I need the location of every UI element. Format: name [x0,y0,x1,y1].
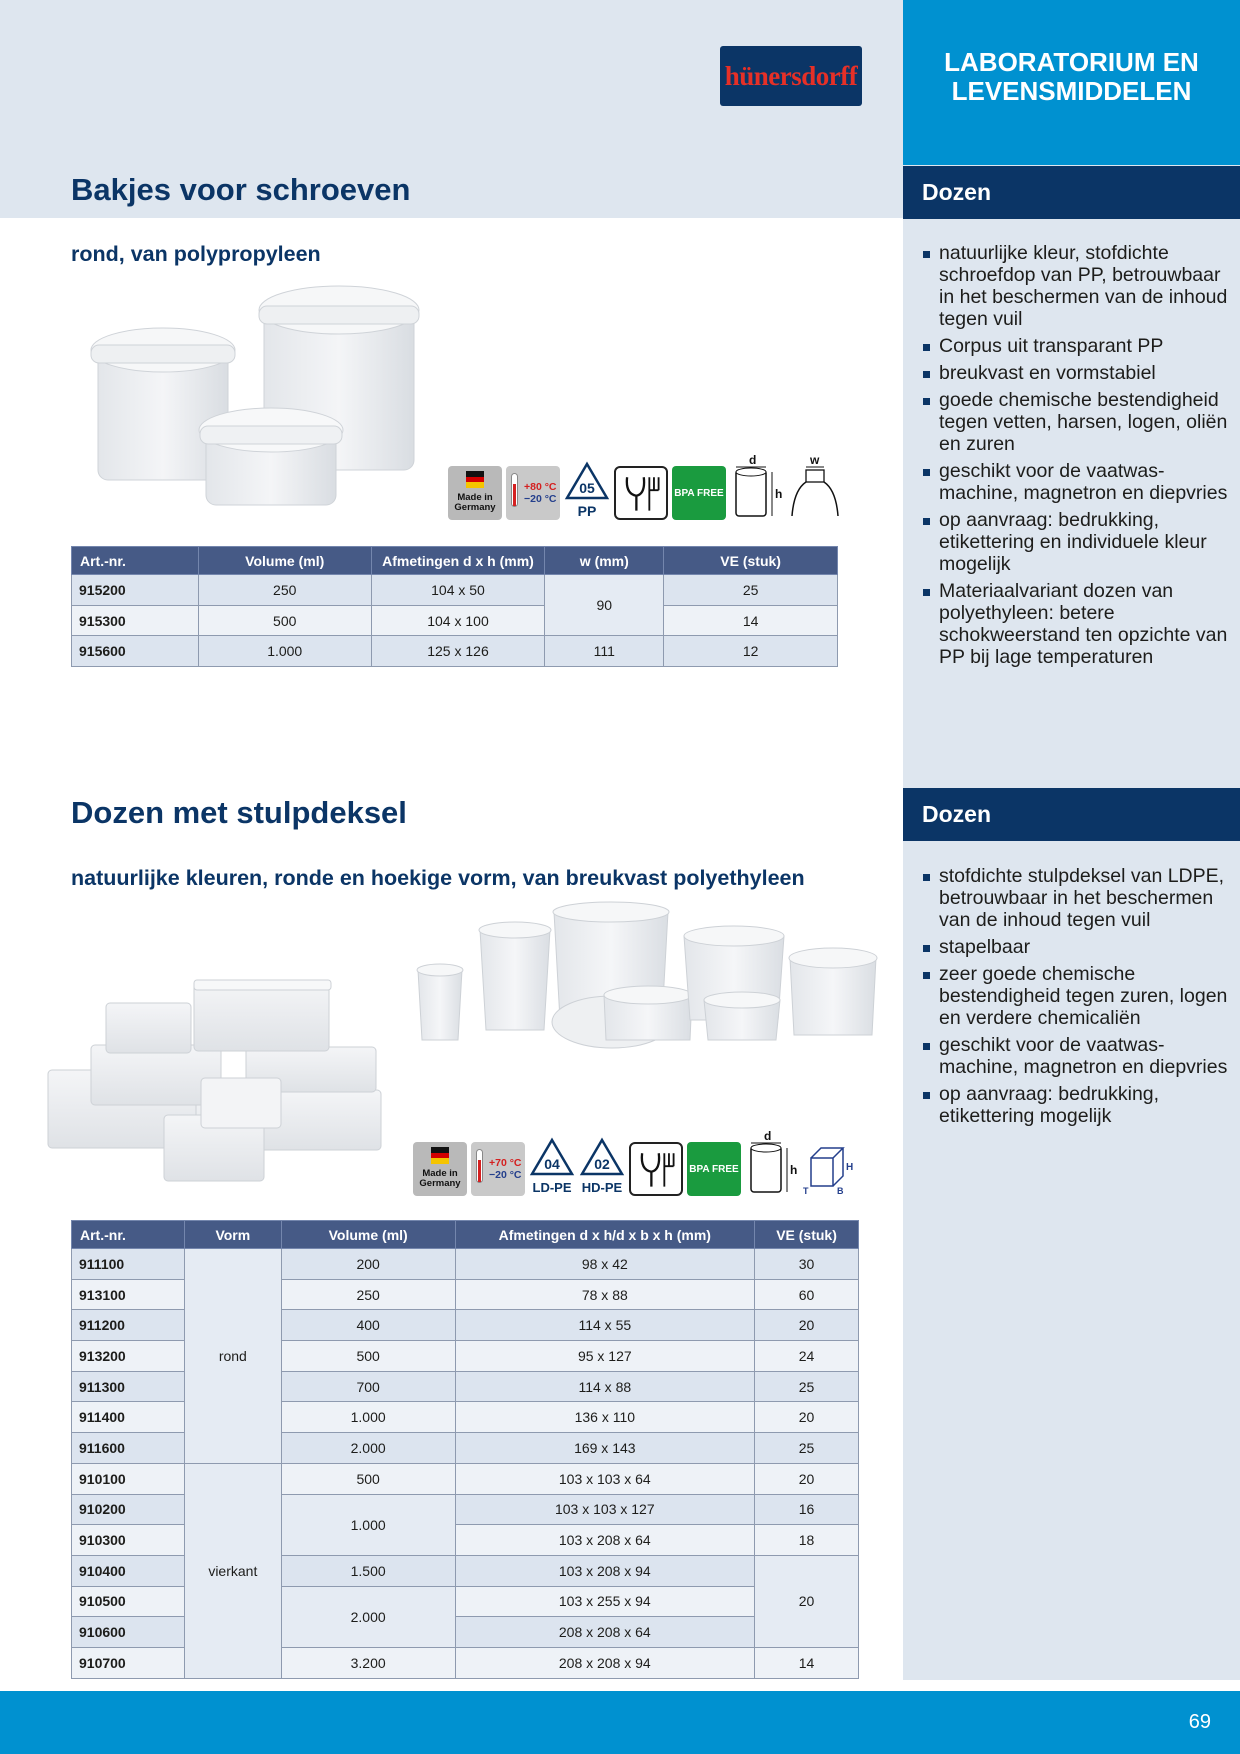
dimension-box-icon [803,1130,857,1196]
recycling-pp-icon [564,460,610,520]
spec-table-bakjes [71,546,838,667]
sidebar-feature-list-2 [914,865,1234,1132]
table-row: 910400 1.500 103 x 208 x 94 20 [72,1555,859,1586]
section-title-dozen: Dozen met stulpdeksel [71,795,407,830]
col-header-dimensions: Afmetingen d x h (mm) [371,547,545,575]
col-header-volume: Volume (ml) [198,547,371,575]
list-item: Corpus uit transparant PP [914,335,1234,357]
dimension-opening-width-icon [788,454,842,520]
made-in-germany-icon: Made in Germany [413,1142,467,1196]
col-header-volume: Volume (ml) [281,1221,455,1249]
shape-cell-square: vierkant [184,1463,281,1678]
list-item: breukvast en vormstabiel [914,362,1234,384]
col-header-ve: VE (stuk) [755,1221,859,1249]
page-number: 69 [1188,1711,1211,1733]
bpa-free-icon: BPA FREE [672,466,726,520]
footer-bar [0,1691,1240,1754]
col-header-w: w (mm) [545,547,664,575]
table-row: 913100 250 78 x 88 60 [72,1279,859,1310]
dimension-diameter-height-icon [745,1130,799,1196]
svg-text:d: d [764,1130,772,1143]
table-row: 910300 103 x 208 x 64 18 [72,1525,859,1556]
svg-text:T: T [803,1186,809,1196]
table-row: 910100 vierkant 500 103 x 103 x 64 20 [72,1463,859,1494]
svg-text:02: 02 [594,1156,610,1172]
recycling-hdpe-icon [579,1136,625,1196]
svg-text:HD-PE: HD-PE [581,1180,623,1195]
list-item: goede chemische bestendigheid tegen vetten, harsen, logen, oliën en zuren [914,389,1234,455]
list-item: stapelbaar [914,936,1234,958]
list-item: zeer goede chemische bestendigheid tegen zuren, logen en verdere chemicaliën [914,963,1234,1029]
col-header-art: Art.-nr. [72,547,199,575]
made-in-germany-icon: Made in Germany [448,466,502,520]
bpa-free-icon: BPA FREE [687,1142,741,1196]
table-row: 911400 1.000 136 x 110 20 [72,1402,859,1433]
col-header-art: Art.-nr. [72,1221,185,1249]
list-item: geschikt voor de vaatwasmachine, magnetron en diepvries [914,460,1234,504]
temperature-range-icon: +70 °C −20 °C [471,1142,525,1196]
category-title: LABORATORIUM EN LEVENSMIDDELEN [944,47,1199,106]
temperature-range-icon: +80 °C −20 °C [506,466,560,520]
list-item: stofdichte stulpdeksel van LDPE, betrouwbaar in het beschermen van de inhoud tegen vuil [914,865,1234,931]
table-row: 910700 3.200 208 x 208 x 94 14 [72,1647,859,1678]
sidebar-heading-dozen-1: Dozen [903,166,1240,219]
food-safe-icon [614,466,668,520]
svg-text:h: h [790,1163,798,1177]
list-item: Materiaalvariant dozen van polyethyleen: betere schokweerstand ten opzichte van PP bij lage temperaturen [914,580,1234,668]
table-row: 915200 250 104 x 50 90 25 [72,575,838,606]
product-photo-square-boxes [46,975,386,1185]
table-row: 915300 500 104 x 100 14 [72,605,838,636]
list-item: geschikt voor de vaatwasmachine, magnetron en diepvries [914,1034,1234,1078]
brand-logo [720,46,862,106]
icon-row-section2 [413,1130,857,1196]
list-item: op aanvraag: bedrukking, etikettering en individuele kleur mogelijk [914,509,1234,575]
svg-text:LD-PE: LD-PE [532,1180,572,1195]
shape-cell-round: rond [184,1249,281,1464]
recycling-ldpe-icon [529,1136,575,1196]
section-subtitle-dozen: natuurlijke kleuren, ronde en hoekige vorm, van breukvast polyethyleen [71,866,805,890]
col-header-dimensions: Afmetingen d x h/d x b x h (mm) [455,1221,755,1249]
table-row: 911200 400 114 x 55 20 [72,1310,859,1341]
dimension-diameter-height-icon [730,454,784,520]
svg-text:04: 04 [544,1156,560,1172]
svg-text:B: B [837,1186,844,1196]
section-title-bakjes: Bakjes voor schroeven [71,172,411,207]
table-row: 910200 1.000 103 x 103 x 127 16 [72,1494,859,1525]
table-row: 911100 rond 200 98 x 42 30 [72,1249,859,1280]
col-header-shape: Vorm [184,1221,281,1249]
svg-text:H: H [846,1162,854,1173]
table-row: 915600 1.000 125 x 126 111 12 [72,636,838,667]
svg-text:w: w [810,454,820,467]
list-item: op aanvraag: bedrukking, etikettering mogelijk [914,1083,1234,1127]
svg-text:h: h [775,487,783,501]
list-item: natuurlijke kleur, stofdichte schroefdop van PP, betrouwbaar in het beschermen van de inhoud tegen vuil [914,242,1234,330]
icon-row-section1 [448,454,842,520]
spec-table-dozen [71,1220,859,1679]
table-row: 910500 2.000 103 x 255 x 94 [72,1586,859,1617]
food-safe-icon [629,1142,683,1196]
table-row: 913200 500 95 x 127 24 [72,1341,859,1372]
svg-text:d: d [749,454,757,467]
sidebar-heading-dozen-2: Dozen [903,788,1240,841]
section-subtitle-bakjes: rond, van polypropyleen [71,242,321,266]
sidebar-feature-list-1 [914,242,1234,673]
product-photo-round-tubs [412,900,882,1055]
table-row: 911600 2.000 169 x 143 25 [72,1433,859,1464]
svg-text:PP: PP [577,503,597,519]
col-header-ve: VE (stuk) [664,547,838,575]
svg-text:05: 05 [579,480,595,496]
brand-logo-text: hünersdorff [724,60,858,91]
product-photo-round-containers [88,280,438,530]
table-row: 910600 208 x 208 x 64 [72,1617,859,1648]
table-row: 911300 700 114 x 88 25 [72,1371,859,1402]
